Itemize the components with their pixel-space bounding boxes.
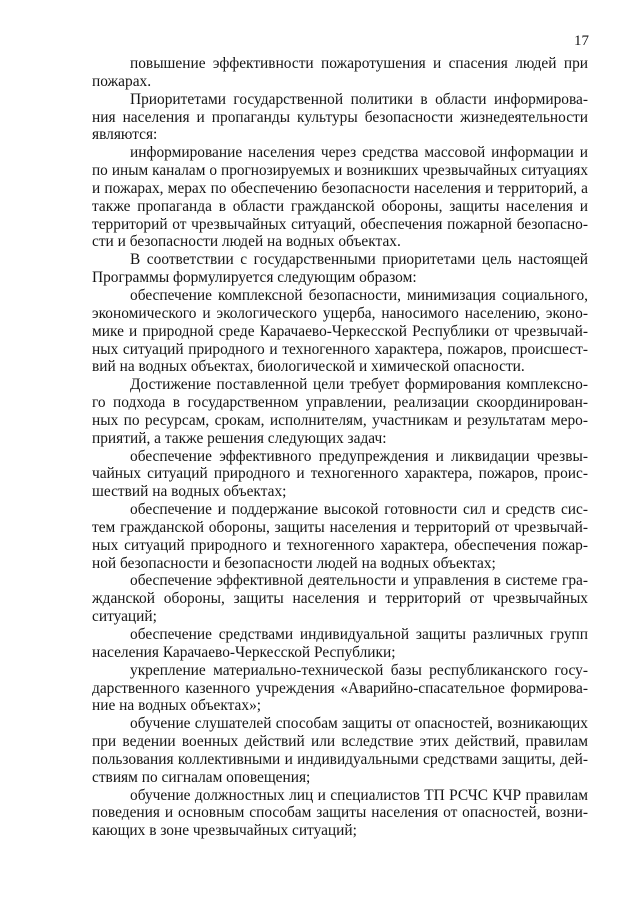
text-line: обеспечение эффективного предупреждения и ликвидации чрезвы-	[130, 447, 588, 465]
text-line: кающих в зоне чрезвычайных ситуаций;	[92, 822, 357, 840]
text-line: ных по ресурсам, срокам, исполнителям, участникам и результатам меро-	[92, 411, 588, 429]
text-line: ной безопасности и безопасности людей на водных объектах;	[92, 554, 496, 572]
text-line: поведения и основным способам защиты населения от опасностей, возни-	[92, 804, 588, 822]
page-number: 17	[574, 33, 589, 49]
text-line: дарственного казенного учреждения «Аварийно-спасательное формирова-	[92, 679, 588, 697]
text-line: экономического и экологического ущерба, наносимого населению, эконо-	[92, 304, 588, 322]
text-line: и пожарах, мерах по обеспечению безопасности населения и территорий, а	[92, 179, 588, 197]
text-line: Достижение поставленной цели требует формирования комплексно-	[130, 376, 588, 394]
text-line: обеспечение средствами индивидуальной защиты различных групп	[130, 626, 588, 643]
text-line: тем гражданской обороны, защиты населения и территорий от чрезвычай-	[92, 518, 588, 536]
text-line: укрепление материально-технической базы республиканского госу-	[130, 661, 588, 679]
text-line: го подхода в государственном управлении, реализации скоординирован-	[92, 394, 588, 412]
text-line: при ведении военных действий или вследствие этих действий, правилам	[92, 733, 588, 751]
text-line: территорий от чрезвычайных ситуаций, обеспечения пожарной безопасно-	[92, 215, 588, 233]
text-line: ных ситуаций природного и техногенного характера, пожаров, происшест-	[92, 340, 588, 358]
text-line: шествий на водных объектах;	[92, 483, 287, 501]
text-line: обеспечение комплексной безопасности, минимизация социального,	[130, 286, 588, 304]
text-line: ситуаций;	[92, 608, 157, 626]
text-line: населения Карачаево-Черкесской Республики;	[92, 643, 396, 661]
text-line: чайных ситуаций природного и техногенного характера, пожаров, проис-	[92, 465, 588, 483]
text-line: ния населения и пропаганды культуры безопасности жизнедеятельности	[92, 108, 588, 126]
text-line: ных ситуаций природного и техногенного характера, обеспечения пожар-	[92, 536, 588, 554]
text-line: информирование населения через средства массовой информации и	[130, 144, 588, 162]
text-line: по иным каналам о прогнозируемых и возникших чрезвычайных ситуациях	[92, 162, 588, 180]
text-line: также пропаганда в области гражданской обороны, защиты населения и	[92, 197, 588, 215]
text-line: являются:	[92, 126, 158, 144]
text-line: обучение слушателей способам защиты от опасностей, возникающих	[130, 715, 588, 733]
text-line: обеспечение эффективной деятельности и управления в системе гра-	[130, 572, 588, 590]
text-line: пожарах.	[92, 72, 152, 90]
text-line: мике и природной среде Карачаево-Черкесской Республики от чрезвычай-	[92, 322, 588, 340]
text-line: ние на водных объектах»;	[92, 697, 262, 715]
document-body	[92, 55, 588, 840]
text-line: В соответствии с государственными приоритетами цель настоящей	[130, 251, 588, 269]
text-line: приятий, а также решения следующих задач:	[92, 429, 387, 447]
text-line: ствиям по сигналам оповещения;	[92, 768, 311, 786]
text-line: обучение должностных лиц и специалистов ТП РСЧС КЧР правилам	[130, 786, 588, 804]
text-line: пользования коллективными и индивидуальными средствами защиты, дей-	[92, 750, 588, 768]
text-line: Программы формулируется следующим образом:	[92, 269, 417, 287]
text-line: жданской обороны, защиты населения и территорий от чрезвычайных	[92, 590, 588, 608]
text-line: вий на водных объектах, биологической и химической опасности.	[92, 358, 525, 376]
text-line: обеспечение и поддержание высокой готовности сил и средств сис-	[130, 501, 588, 519]
text-line: Приоритетами государственной политики в области информирова-	[130, 90, 588, 108]
text-line: сти и безопасности людей на водных объектах.	[92, 233, 401, 251]
text-line: повышение эффективности пожаротушения и спасения людей при	[130, 55, 588, 72]
